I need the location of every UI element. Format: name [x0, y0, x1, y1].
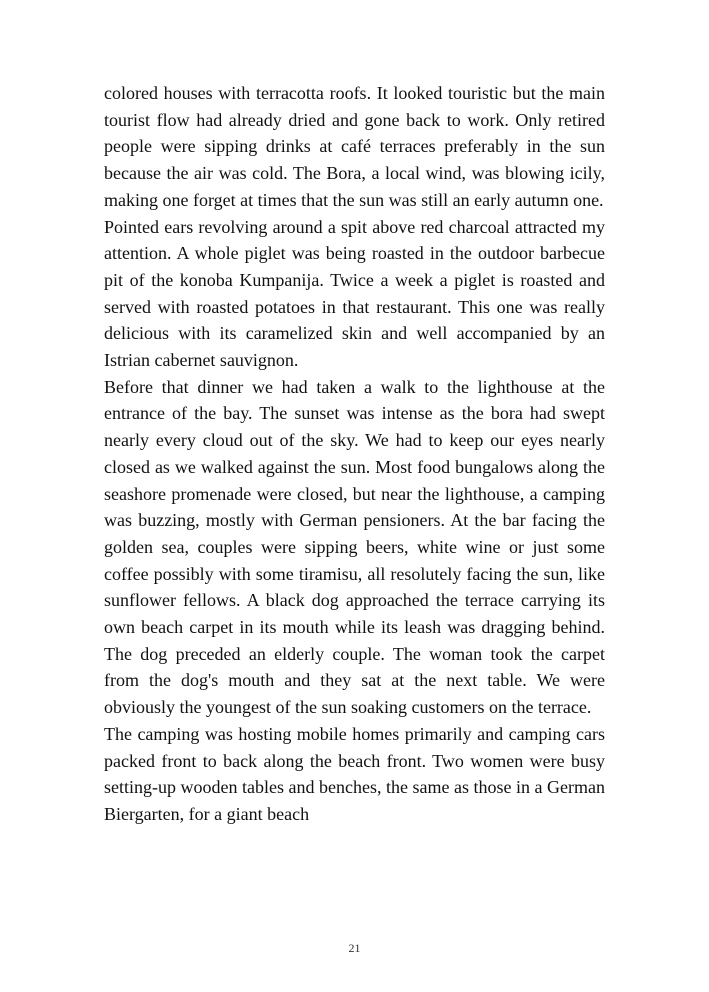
paragraph-lighthouse-walk: Before that dinner we had taken a walk to the lighthouse at the entrance of the bay. The sunset was intense as the bora had swept nearly every cloud out of the sky. We had to keep our eyes nearly closed as we walked against the sun. Most food bungalows along the seashore promenade were closed, but near the lighthouse, a camping was buzzing, mostly with German pensioners. At the bar facing the golden sea, couples were sipping beers, white wine or just some coffee possibly with some tiramisu, all resolutely facing the sun, like sunflower fellows. A black dog approached the terrace carrying its own beach carpet in its mouth while its leash was dragging behind. The dog preceded an elderly couple. The woman took the carpet from the dog's mouth and they sat at the next table. We were obviously the youngest of the sun soaking customers on the terrace. [104, 376, 605, 718]
page-number: 21 [348, 941, 361, 955]
paragraph-roasted-piglet: Pointed ears revolving around a spit above red charcoal attracted my attention. A whole piglet was being roasted in the outdoor barbecue pit of the konoba Kumpanija. Twice a week a piglet is roasted and served with roasted potatoes in that restaurant. This one was really delicious with its caramelized skin and well accompanied by an Istrian cabernet sauvignon. [104, 216, 605, 371]
paragraph-camping: The camping was hosting mobile homes primarily and camping cars packed front to back along the beach front. Two women were busy setting-up wooden tables and benches, the same as those in a German Biergarten, for a giant beach [104, 723, 605, 824]
page-body-text [104, 80, 605, 828]
paragraph-houses-and-bora: colored houses with terracotta roofs. It looked touristic but the main tourist flow had already dried and gone back to work. Only retired people were sipping drinks at café terraces preferably in the sun because the air was cold. The Bora, a local wind, was blowing icily, making one forget at times that the sun was still an early autumn one. [104, 83, 605, 210]
